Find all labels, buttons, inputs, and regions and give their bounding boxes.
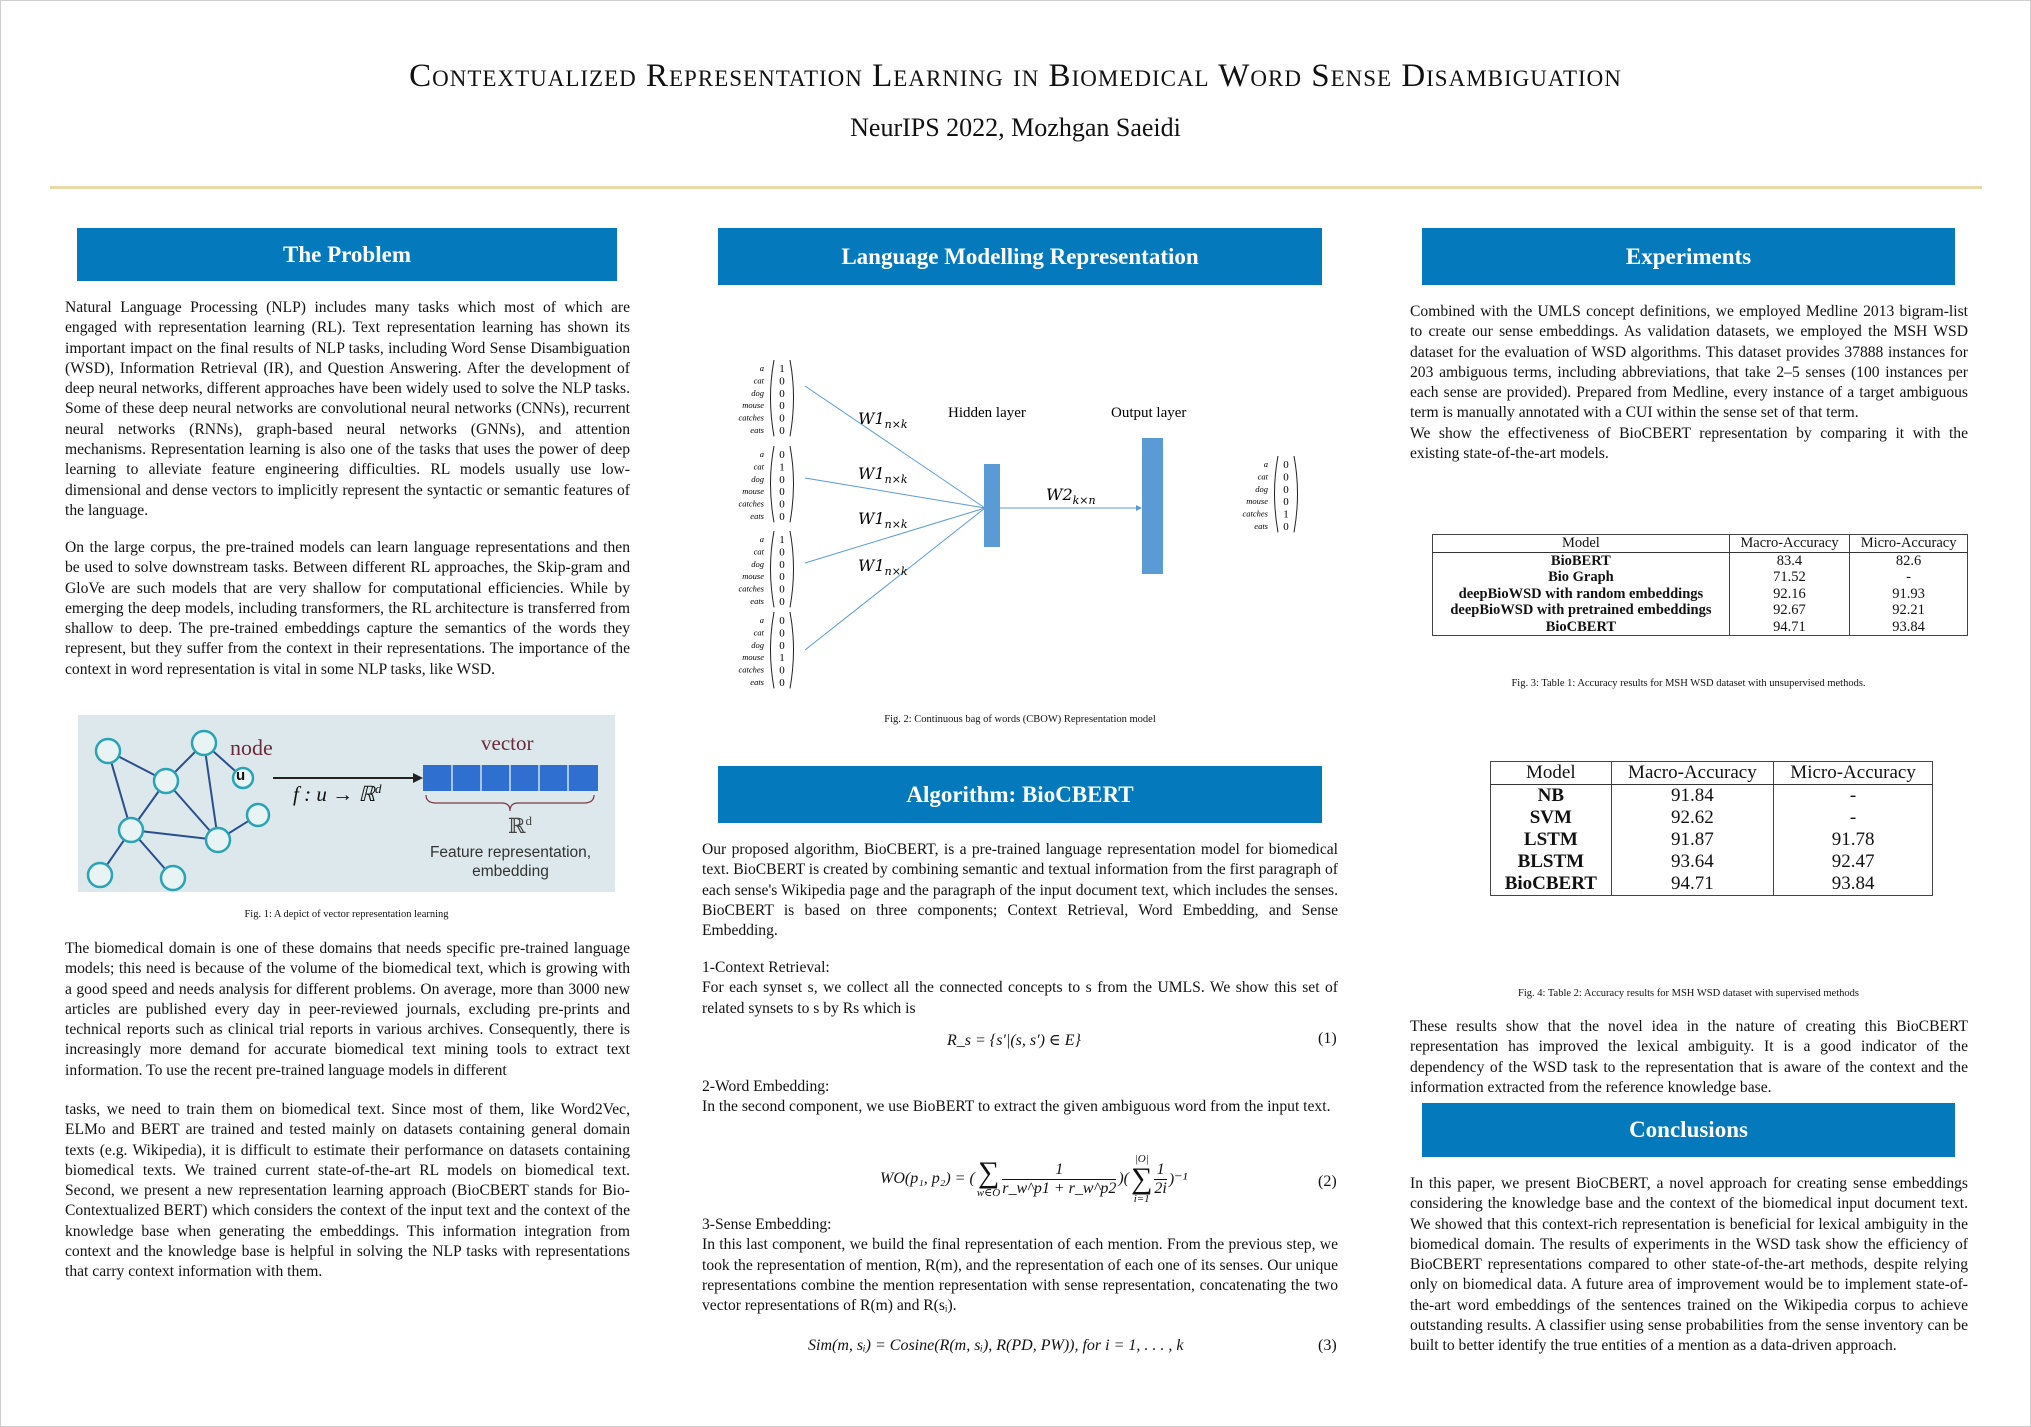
vector-word-label: mouse	[1246, 496, 1268, 507]
cbow-diagram	[700, 340, 1340, 720]
table-row	[1433, 602, 1968, 619]
sense-embedding-text: In this last component, we build the final representation of each mention. From the previous step, we took the representation of mention, R(m), and the representation of each one of its senses. Our unique representations combine the mention representation with sense representation, concatenating the two vector representations of R(m) and R(sᵢ).	[702, 1236, 1338, 1315]
table-cell: BioBERT	[1550, 552, 1611, 569]
column-header: Micro-Accuracy	[1850, 535, 1968, 553]
table-cell: 91.87	[1611, 829, 1773, 851]
input-vector-value: 0	[779, 425, 785, 437]
vector-word-label: mouse	[742, 400, 764, 411]
table-cell: Bio Graph	[1548, 569, 1614, 585]
input-vector-value: 1	[779, 534, 785, 546]
w1-weight-label: $W1_{n\times k}$	[858, 509, 908, 531]
vector-word-label: a	[759, 363, 764, 373]
table-cell: 82.6	[1850, 552, 1968, 569]
input-vector-value: 0	[779, 583, 785, 596]
problem-paragraph-1: Natural Language Processing (NLP) includes many tasks which most of which are engaged with representation learning (RL). Text representation learning has shown its important impact on the final results of NLP tasks, including Word Sense Disambiguation (WSD), Information Retrieval (IR), and Question Answering. After the development of deep neural networks, different approaches have been widely used to solve the NLP tasks. Some of these deep neural networks are convolutional neural networks (CNNs), recurrent neural networks (RNNs), graph-based neural networks (GNNs), and attention mechanisms. Representation learning is also one of the tasks that uses the power of deep learning to alleviate feature engineering difficulties. RL models usually use low-dimensional and dense vectors to implicitly represent the syntactic or semantic features of the language.	[65, 299, 630, 519]
table-2-caption: Fig. 4: Table 2: Accuracy results for MSH WSD dataset with supervised methods	[1518, 988, 1859, 999]
vector-word-label: dog	[751, 639, 764, 650]
context-retrieval-text: For each synset s, we collect all the connected concepts to s from the UMLS. We show this set of related synsets to s by Rs which is	[702, 979, 1338, 1017]
algorithm-intro: Our proposed algorithm, BioCBERT, is a pre-trained language representation model for biomedical text. BioCBERT is created by combining semantic and textual information from the first paragraph of each sense's Wikipedia page and the paragraph of the input document text, which includes the senses. BioCBERT is based on three components; Context Retrieval, Word Embedding, and Sense Embedding.	[702, 841, 1338, 940]
vector-bracket-right	[790, 531, 794, 607]
hidden-layer-bar	[984, 464, 1000, 547]
table-row	[1433, 552, 1968, 569]
column-header: Micro-Accuracy	[1774, 762, 1933, 785]
table-row	[1491, 873, 1933, 896]
problem-paragraph-3: The biomedical domain is one of these domains that needs specific pre-trained language models; this need is because of the volume of the biomedical text, which is growing with a good speed and needs analysis for different problems. On average, more than 3000 new articles are published every day in peer-reviewed journals, excluding pre-prints and technical reports such as clinical trial reports in various archives. Consequently, there is increasingly more demand for accurate biomedical text mining tools to extract text information. To use the recent pre-trained language models in different	[65, 940, 630, 1079]
context-retrieval-title: 1-Context Retrieval:	[702, 959, 830, 976]
vector-word-label: eats	[750, 596, 764, 606]
poster-title: Contextualized Representation Learning in Biomedical Word Sense Disambiguation	[409, 58, 1622, 94]
context-retrieval-section	[702, 958, 1338, 1019]
input-vector-value: 1	[779, 461, 785, 474]
vector-word-label: catches	[738, 498, 764, 509]
vector-word-label: catches	[738, 412, 764, 423]
table-cell: BioCBERT	[1545, 618, 1617, 635]
word-embedding-title: 2-Word Embedding:	[702, 1078, 830, 1095]
vector-word-label: mouse	[742, 652, 764, 663]
input-vector-value: 0	[779, 473, 785, 486]
table-row	[1433, 619, 1968, 636]
input-vector-value: 0	[779, 571, 785, 584]
vector-bracket-left	[771, 360, 775, 436]
figure-1-vector-representation	[78, 715, 615, 892]
vector-word-label: dog	[751, 558, 764, 569]
input-vector-value: 0	[779, 498, 785, 511]
input-vector-value: 0	[779, 596, 785, 608]
table-row	[1491, 851, 1933, 873]
feature-representation-label: Feature representation, embedding	[429, 844, 592, 880]
experiments-paragraph-2: These results show that the novel idea in the nature of creating this BioCBERT representation has improved the lexical ambiguity. It is a good indicator of the dependency of the WSD task to the representation that is aware of the context and the information extracted from the reference knowledge base.	[1410, 1018, 1968, 1096]
input-vector-value: 0	[779, 486, 785, 499]
input-vector-value: 0	[779, 677, 785, 689]
table-cell: deepBioWSD with random embeddings	[1458, 585, 1704, 602]
input-vector-value: 0	[779, 558, 785, 571]
table-cell: 94.71	[1729, 619, 1849, 636]
w2-weight-label: $W2_{k\times n}$	[1046, 485, 1096, 507]
table-2-supervised	[1490, 761, 1933, 896]
vector-word-label: cat	[753, 546, 764, 557]
table-row	[1433, 586, 1968, 603]
input-vector-value: 0	[779, 449, 785, 461]
output-vector-value: 0	[1283, 483, 1289, 496]
vector-word-label: a	[759, 534, 764, 544]
table-cell: NB	[1537, 785, 1565, 806]
table-header-row	[1433, 535, 1968, 553]
table-cell: SVM	[1529, 807, 1572, 828]
vector-word-label: eats	[750, 511, 764, 521]
output-layer-bar	[1142, 438, 1163, 574]
input-vector-value: 0	[779, 639, 785, 652]
table-cell: 91.78	[1774, 829, 1933, 851]
column-header: Macro-Accuracy	[1729, 535, 1849, 553]
w1-weight-label: $W1_{n\times k}$	[858, 409, 908, 431]
vector-word-label: a	[759, 615, 764, 625]
word-embedding-section	[702, 1077, 1338, 1118]
vector-word-label: eats	[750, 677, 764, 687]
vector-bracket-left	[771, 531, 775, 607]
column-header: Macro-Accuracy	[1611, 762, 1773, 785]
table-1-unsupervised	[1432, 534, 1968, 636]
vector-word-label: dog	[1255, 483, 1268, 494]
input-vector-value: 0	[779, 400, 785, 413]
vector-word-label: catches	[1242, 508, 1268, 519]
vector-bracket-right	[1294, 456, 1298, 532]
table-row	[1491, 785, 1933, 808]
table-cell: 93.84	[1850, 619, 1968, 636]
title-divider	[50, 186, 1982, 189]
input-vector-value: 0	[779, 615, 785, 627]
section-header-algorithm: Algorithm: BioCBERT	[718, 766, 1322, 823]
vector-word-label: eats	[750, 425, 764, 435]
node-label: node	[230, 735, 273, 760]
output-vector-value: 0	[1283, 521, 1289, 533]
w1-weight-label: $W1_{n\times k}$	[858, 556, 908, 578]
vector-word-label: cat	[753, 627, 764, 638]
vector-bracket-left	[1275, 456, 1279, 532]
column-header: Model	[1491, 762, 1612, 785]
experiments-paragraph-1: Combined with the UMLS concept definitions, we employed Medline 2013 bigram-list to create our sense embeddings. As validation datasets, we employed the MSH WSD dataset for the evaluation of WSD algorithms. This dataset provides 37888 instances for 203 ambiguous terms, including abbreviations, that take 2–5 senses (100 instances per each sense are provided). Prepared from Medline, every instance of a target ambiguous term is manually annotated with a CUI within the sense set of that term. We show the effectiveness of BioCBERT representation by comparing it with the existing state-of-the-art models.	[1410, 303, 1968, 463]
table-cell: 94.71	[1611, 873, 1773, 896]
column-header: Model	[1433, 535, 1730, 553]
vector-word-label: dog	[751, 387, 764, 398]
equation-1-number: (1)	[1318, 1030, 1337, 1047]
equation-2: WO(p₁, p₂) = ( ∑ w∈O $\frac{1}{r\_w\^{}p1 + r\_w\^{}p2}$ )( |O| ∑ i=1 $\frac{1}{2i}$ )⁻¹	[880, 1153, 1188, 1205]
equation-1: R_s = {s′|(s, s′) ∈ E}	[947, 1032, 1081, 1049]
sense-embedding-title: 3-Sense Embedding:	[702, 1216, 832, 1233]
table-cell: 91.93	[1850, 586, 1968, 603]
table-cell: BLSTM	[1517, 851, 1585, 872]
table-cell: 92.62	[1611, 807, 1773, 829]
figure-2-caption: Fig. 2: Continuous bag of words (CBOW) Representation model	[884, 714, 1156, 725]
figure-1-caption: Fig. 1: A depict of vector representation learning	[244, 909, 449, 920]
word-embedding-text: In the second component, we use BioBERT to extract the given ambiguous word from the input text.	[702, 1098, 1331, 1116]
embedding-vector-cells	[423, 765, 598, 791]
input-connection	[805, 508, 985, 563]
vector-bracket-left	[771, 612, 775, 688]
table-header-row	[1491, 762, 1933, 785]
input-vector-value: 0	[779, 627, 785, 640]
vector-label: vector	[481, 731, 534, 755]
mapping-label: f : u → ℝ$^d$	[293, 781, 382, 806]
table-cell: 92.16	[1729, 586, 1849, 603]
problem-paragraph-4: tasks, we need to train them on biomedical text. Since most of them, like Word2Vec, ELMo and BERT are trained and tested mainly on datasets containing general domain texts (e.g. Wikipedia), it is difficult to estimate their performance on datasets containing biomedical texts. We trained current state-of-the-art RL models on biomedical text. Second, we present a new representation learning approach (BioCBERT stands for Bio-Contextualized BERT) which considers the context of the input text and the context of the knowledge base when generating the embeddings. This information integration from context and the knowledge base is helpful in solving the NLP tasks with representations that carry context information with them.	[65, 1101, 630, 1281]
problem-paragraph-2: On the large corpus, the pre-trained models can learn language representations and then be used to solve downstream tasks. Between different RL approaches, the Skip-gram and GloVe are such models that are very shallow for computational efficiencies. While by emerging the deep models, including transformers, the RL architecture is transferred from shallow to deep. The pre-trained embeddings capture the semantics of the words they represent, but they suffer from the context in their representations. The importance of the context in word representation is vital in some NLP tasks, like WSD.	[65, 539, 630, 678]
vector-word-label: cat	[753, 461, 764, 472]
sense-embedding-section	[702, 1215, 1338, 1316]
table-cell: 93.84	[1774, 873, 1933, 896]
vector-word-label: mouse	[742, 571, 764, 582]
vector-word-label: catches	[738, 583, 764, 594]
output-vector-value: 0	[1283, 471, 1289, 484]
equation-2-number: (2)	[1318, 1173, 1337, 1190]
table-row	[1491, 829, 1933, 851]
input-vector-value: 1	[779, 652, 785, 665]
vector-word-label: cat	[753, 375, 764, 386]
table-cell: 91.84	[1611, 785, 1773, 808]
vector-bracket-right	[790, 360, 794, 436]
vector-word-label: a	[759, 449, 764, 459]
conclusions-paragraph: In this paper, we present BioCBERT, a novel approach for creating sense embeddings considering the knowledge base and the context of the biomedical input document text. We showed that this context-rich representation is beneficial for lexical ambiguity in the biomedical domain. The results of experiments in the WSD task show the efficiency of BioCBERT representations compared to other state-of-the-art methods, despite relying only on biomedical data. A future area of improvement would be to implement state-of-the-art word embeddings of the sentences trained on the Wikipedia corpus to achieve outstanding results. A classifier using sense probabilities from the sense inventory can be built to better identify the true entities of a mention as a data-driven approach.	[1410, 1175, 1968, 1355]
table-cell: 92.67	[1729, 602, 1849, 619]
output-vector-value: 0	[1283, 459, 1289, 471]
vector-bracket-right	[790, 446, 794, 522]
u-label: u	[236, 767, 246, 784]
input-vector-value: 0	[779, 664, 785, 677]
input-vector-value: 0	[779, 511, 785, 523]
vector-word-label: a	[1263, 459, 1268, 469]
output-vector-value: 0	[1283, 496, 1289, 509]
section-header-problem: The Problem	[77, 228, 617, 281]
table-cell: LSTM	[1523, 829, 1578, 850]
table-row	[1491, 807, 1933, 829]
output-vector-value: 1	[1283, 508, 1289, 521]
section-header-conclusions: Conclusions	[1422, 1103, 1955, 1157]
input-vector-value: 0	[779, 387, 785, 400]
arrowhead	[1136, 505, 1142, 511]
equation-3-number: (3)	[1318, 1337, 1337, 1354]
table-cell: 93.64	[1611, 851, 1773, 873]
table-cell: 83.4	[1729, 552, 1849, 569]
input-vector-value: 0	[779, 375, 785, 388]
w1-weight-label: $W1_{n\times k}$	[858, 464, 908, 486]
poster-subtitle: NeurIPS 2022, Mozhgan Saeidi	[850, 113, 1181, 142]
section-header-experiments: Experiments	[1422, 228, 1955, 285]
table-cell: -	[1774, 807, 1933, 829]
input-vector-value: 0	[779, 546, 785, 559]
vector-word-label: catches	[738, 664, 764, 675]
table-1-caption: Fig. 3: Table 1: Accuracy results for MSH WSD dataset with unsupervised methods.	[1511, 678, 1866, 689]
section-header-language-modelling: Language Modelling Representation	[718, 228, 1322, 285]
table-cell: 71.52	[1729, 569, 1849, 586]
table-cell: -	[1774, 785, 1933, 808]
vector-word-label: dog	[751, 473, 764, 484]
vector-bracket-left	[771, 446, 775, 522]
hidden-layer-label: Hidden layer	[948, 405, 1026, 421]
input-vector-value: 0	[779, 412, 785, 425]
table-row	[1433, 569, 1968, 586]
input-vector-value: 1	[779, 363, 785, 375]
output-layer-label: Output layer	[1111, 405, 1187, 421]
vector-word-label: cat	[1257, 471, 1268, 482]
vector-word-label: mouse	[742, 486, 764, 497]
table-cell: -	[1850, 569, 1968, 586]
vector-bracket-right	[790, 612, 794, 688]
table-cell: deepBioWSD with pretrained embeddings	[1450, 602, 1712, 618]
equation-3: Sim(m, sᵢ) = Cosine(R(m, sᵢ), R(PD, PW)), for i = 1, . . . , k	[808, 1337, 1184, 1354]
table-cell: BioCBERT	[1504, 873, 1597, 894]
space-label: ℝ$^d$	[508, 813, 532, 838]
table-cell: 92.47	[1774, 851, 1933, 873]
vector-word-label: eats	[1254, 521, 1268, 531]
table-cell: 92.21	[1850, 602, 1968, 619]
